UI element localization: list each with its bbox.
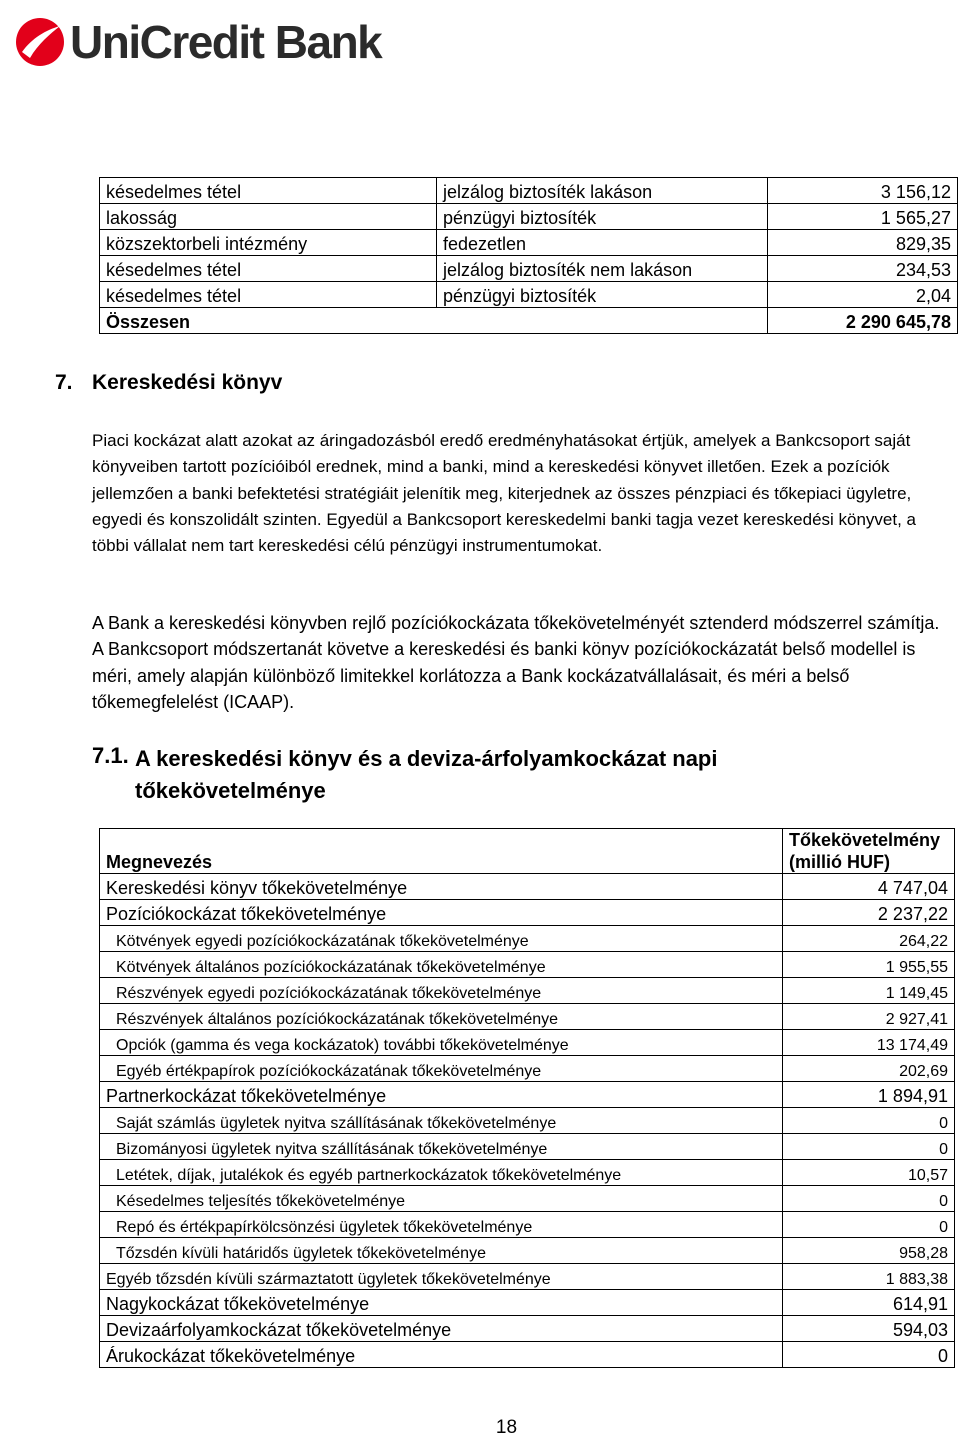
row-name: Egyéb értékpapírok pozíciókockázatának tőkekövetelménye bbox=[100, 1056, 783, 1082]
row-name: Kötvények általános pozíciókockázatának tőkekövetelménye bbox=[100, 952, 783, 978]
page-number: 18 bbox=[495, 1417, 518, 1438]
row-name: Opciók (gamma és vega kockázatok) további tőkekövetelménye bbox=[100, 1030, 783, 1056]
row-value: 1 883,38 bbox=[783, 1264, 955, 1290]
table-row bbox=[100, 1134, 955, 1160]
row-value: 614,91 bbox=[783, 1290, 955, 1316]
row-name: Pozíciókockázat tőkekövetelménye bbox=[100, 900, 783, 926]
row-name: Részvények általános pozíciókockázatának tőkekövetelménye bbox=[100, 1004, 783, 1030]
section-7-1-number: 7.1. bbox=[92, 743, 129, 768]
header-name: Megnevezés bbox=[100, 829, 783, 874]
row-value: 202,69 bbox=[783, 1056, 955, 1082]
row-value: 1 955,55 bbox=[783, 952, 955, 978]
collateral-cell: fedezetlen bbox=[437, 230, 768, 256]
table-row bbox=[100, 1238, 955, 1264]
table-row bbox=[100, 230, 958, 256]
segment-cell: késedelmes tétel bbox=[100, 282, 437, 308]
section-7-paragraph-1: Piaci kockázat alatt azokat az áringadozásból eredő eredményhatásokat értjük, amelyek a Bankcsoport saját könyveiben tartott pozícióiból erednek, mind a banki, mind a kereskedési könyvet illetően. Ezek a pozíciók jellemzően a banki befektetési stratégiáit jelenítik meg, kiterjednek az összes pénzpiaci és tőkepiaci ügyletre, egyedi és konszolidált szinten. Egyedül a Bankcsoport kereskedelmi banki tagja vezet kereskedési könyvet, a többi vállalat nem tart kereskedési célú pénzügyi instrumentumokat. bbox=[92, 431, 917, 556]
row-value: 0 bbox=[783, 1134, 955, 1160]
table-row bbox=[100, 1342, 955, 1368]
section-7-title: Kereskedési könyv bbox=[92, 371, 283, 394]
row-name: Saját számlás ügyletek nyitva szállításának tőkekövetelménye bbox=[100, 1108, 783, 1134]
table-row bbox=[100, 952, 955, 978]
row-value: 264,22 bbox=[783, 926, 955, 952]
row-value: 2 237,22 bbox=[783, 900, 955, 926]
amount-cell: 234,53 bbox=[768, 256, 958, 282]
table-row bbox=[100, 1004, 955, 1030]
table-row bbox=[100, 1108, 955, 1134]
table-row bbox=[100, 926, 955, 952]
row-name: Részvények egyedi pozíciókockázatának tőkekövetelménye bbox=[100, 978, 783, 1004]
row-value: 0 bbox=[783, 1212, 955, 1238]
table-row bbox=[100, 1316, 955, 1342]
section-7-1-title bbox=[135, 743, 717, 807]
row-name: Tőzsdén kívüli határidős ügyletek tőkekövetelménye bbox=[100, 1238, 783, 1264]
row-name: Partnerkockázat tőkekövetelménye bbox=[100, 1082, 783, 1108]
table-row bbox=[100, 1082, 955, 1108]
table-row bbox=[100, 874, 955, 900]
table-row bbox=[100, 978, 955, 1004]
row-name: Nagykockázat tőkekövetelménye bbox=[100, 1290, 783, 1316]
table-row bbox=[100, 900, 955, 926]
table-row bbox=[100, 1264, 955, 1290]
table-row bbox=[100, 1186, 955, 1212]
table-row bbox=[100, 256, 958, 282]
table-row bbox=[100, 1030, 955, 1056]
row-name: Egyéb tőzsdén kívüli származtatott ügyletek tőkekövetelménye bbox=[100, 1264, 783, 1290]
row-value: 10,57 bbox=[783, 1160, 955, 1186]
exposure-table bbox=[99, 177, 958, 334]
logo-wordmark: UniCredit Bank bbox=[70, 16, 382, 68]
section-7-number: 7. bbox=[55, 371, 73, 394]
table-row bbox=[100, 204, 958, 230]
segment-cell: közszektorbeli intézmény bbox=[100, 230, 437, 256]
header-value bbox=[783, 829, 955, 874]
row-value: 594,03 bbox=[783, 1316, 955, 1342]
row-name: Késedelmes teljesítés tőkekövetelménye bbox=[100, 1186, 783, 1212]
row-value: 1 894,91 bbox=[783, 1082, 955, 1108]
segment-cell: késedelmes tétel bbox=[100, 178, 437, 204]
row-name: Devizaárfolyamkockázat tőkekövetelménye bbox=[100, 1316, 783, 1342]
total-label: Összesen bbox=[100, 308, 768, 334]
segment-cell: lakosság bbox=[100, 204, 437, 230]
row-name: Bizományosi ügyletek nyitva szállításának tőkekövetelménye bbox=[100, 1134, 783, 1160]
unicredit-logo-icon bbox=[14, 16, 66, 68]
row-value: 0 bbox=[783, 1108, 955, 1134]
table-row bbox=[100, 1160, 955, 1186]
segment-cell: késedelmes tétel bbox=[100, 256, 437, 282]
table-row bbox=[100, 1212, 955, 1238]
section-7-1-title-line-1: A kereskedési könyv és a deviza-árfolyamkockázat napi bbox=[135, 746, 718, 771]
row-value: 0 bbox=[783, 1342, 955, 1368]
table-header-row bbox=[100, 829, 955, 874]
collateral-cell: jelzálog biztosíték lakáson bbox=[437, 178, 768, 204]
row-value: 4 747,04 bbox=[783, 874, 955, 900]
table-row bbox=[100, 282, 958, 308]
row-name: Kereskedési könyv tőkekövetelménye bbox=[100, 874, 783, 900]
section-7-1-title-line-2: tőkekövetelménye bbox=[135, 778, 326, 803]
row-value: 958,28 bbox=[783, 1238, 955, 1264]
table-row bbox=[100, 1056, 955, 1082]
row-value: 2 927,41 bbox=[783, 1004, 955, 1030]
capital-requirement-table bbox=[99, 828, 955, 1368]
amount-cell: 2,04 bbox=[768, 282, 958, 308]
row-name: Repó és értékpapírkölcsönzési ügyletek tőkekövetelménye bbox=[100, 1212, 783, 1238]
header-value-line-2: (millió HUF) bbox=[789, 852, 890, 872]
row-value: 1 149,45 bbox=[783, 978, 955, 1004]
total-row bbox=[100, 308, 958, 334]
section-7-paragraph-2: A Bank a kereskedési könyvben rejlő pozíciókockázata tőkekövetelményét sztenderd módszerrel számítja. A Bankcsoport módszertanát követve a kereskedési és banki könyv pozíciókockázatát belső modellel is méri, amely alapján különböző limitekkel korlátozza a Bank kockázatvállalásait, és méri a belső tőkemegfelelést (ICAAP). bbox=[92, 613, 940, 712]
collateral-cell: jelzálog biztosíték nem lakáson bbox=[437, 256, 768, 282]
row-name: Letétek, díjak, jutalékok és egyéb partnerkockázatok tőkekövetelménye bbox=[100, 1160, 783, 1186]
row-name: Kötvények egyedi pozíciókockázatának tőkekövetelménye bbox=[100, 926, 783, 952]
amount-cell: 3 156,12 bbox=[768, 178, 958, 204]
row-value: 13 174,49 bbox=[783, 1030, 955, 1056]
collateral-cell: pénzügyi biztosíték bbox=[437, 204, 768, 230]
unicredit-logo bbox=[14, 12, 381, 72]
table-row bbox=[100, 1290, 955, 1316]
total-value: 2 290 645,78 bbox=[768, 308, 958, 334]
header-value-line-1: Tőkekövetelmény bbox=[789, 830, 941, 850]
row-value: 0 bbox=[783, 1186, 955, 1212]
collateral-cell: pénzügyi biztosíték bbox=[437, 282, 768, 308]
row-name: Árukockázat tőkekövetelménye bbox=[100, 1342, 783, 1368]
table-row bbox=[100, 178, 958, 204]
amount-cell: 829,35 bbox=[768, 230, 958, 256]
amount-cell: 1 565,27 bbox=[768, 204, 958, 230]
